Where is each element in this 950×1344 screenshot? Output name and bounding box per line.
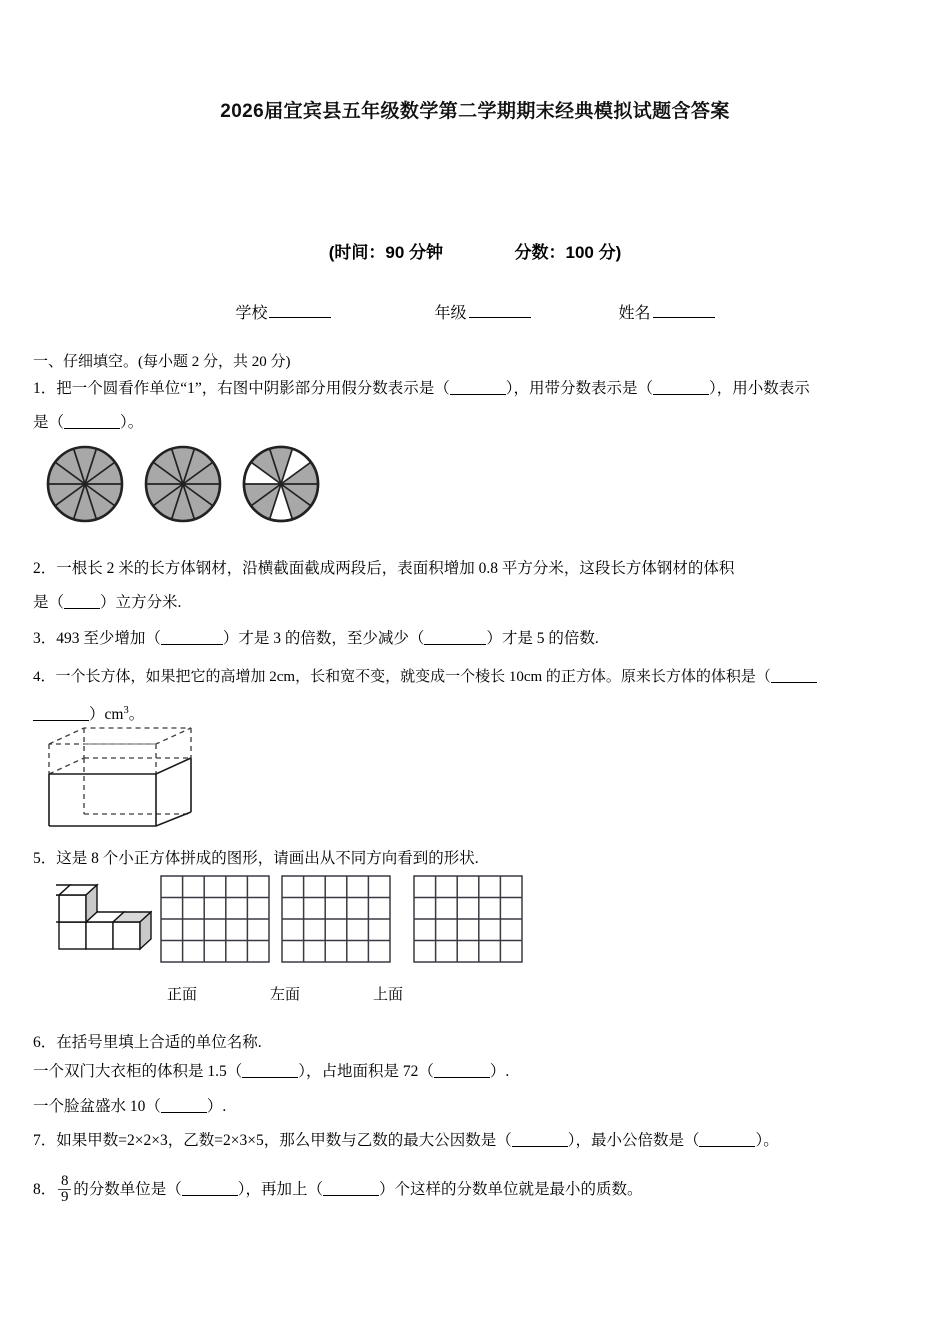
- q4-blank-1-cont[interactable]: [33, 707, 89, 721]
- figure-grid-left: [281, 875, 393, 965]
- question-8-text-b: ），再加上（: [237, 1181, 324, 1198]
- question-5-number: 5．: [33, 850, 57, 867]
- q4-blank-1[interactable]: [771, 669, 817, 683]
- question-3-text-c: ）才是 5 的倍数.: [486, 630, 599, 647]
- figure-cubes: [56, 876, 152, 960]
- question-4-text-c: 。: [128, 706, 145, 724]
- figure-circles: [44, 443, 344, 525]
- question-4-text-a: 一个长方体，如果把它的高增加 2cm，长和宽不变，就变成一个棱长 10cm 的正方体。原来长方体的体积是（: [55, 669, 771, 685]
- question-3-number: 3．: [33, 630, 57, 647]
- page-title: 2026届宜宾县五年级数学第二学期期末经典模拟试题含答案: [220, 101, 730, 122]
- question-6-line1-a: 一个双门大衣柜的体积是 1.5（: [33, 1063, 243, 1080]
- fraction-numerator: 8: [61, 1172, 69, 1189]
- question-8-number: 8．: [33, 1181, 57, 1198]
- q3-blank-2[interactable]: [424, 631, 486, 645]
- question-2-text-c: ）立方分米.: [100, 594, 182, 611]
- question-6-line1-b: ），占地面积是 72（: [298, 1063, 434, 1080]
- q1-blank-3[interactable]: [64, 415, 120, 429]
- question-1-text-b: ），用带分数表示是（: [505, 380, 654, 397]
- question-1-line2: [33, 406, 917, 440]
- q6-blank-1[interactable]: [242, 1064, 298, 1078]
- section-heading-fill-in-blanks: 一、仔细填空。(每小题 2 分，共 20 分): [33, 354, 291, 370]
- question-6-number: 6．: [33, 1034, 57, 1051]
- q6-blank-2[interactable]: [434, 1064, 490, 1078]
- q7-blank-1[interactable]: [512, 1133, 568, 1147]
- question-6-line1-c: ）.: [489, 1063, 510, 1080]
- question-8-text-a: 的分数单位是（: [73, 1181, 182, 1198]
- question-4: [33, 660, 917, 694]
- circle-1: [48, 447, 122, 521]
- view-label-left: 左面: [270, 987, 301, 1003]
- circle-2: [146, 447, 220, 521]
- question-7: [33, 1124, 917, 1158]
- grade-field: [434, 300, 530, 323]
- question-6-text: 在括号里填上合适的单位名称.: [56, 1034, 262, 1051]
- school-blank[interactable]: [269, 303, 331, 318]
- school-field: [235, 300, 331, 323]
- fraction-denominator: 9: [61, 1189, 69, 1205]
- question-1-number: 1．: [33, 380, 57, 397]
- circle-3: [244, 447, 318, 521]
- school-label: 学校: [235, 305, 268, 322]
- question-2: [33, 552, 917, 586]
- student-fields: [0, 300, 950, 323]
- question-7-text-b: ），最小公倍数是（: [567, 1132, 700, 1149]
- question-6-line2-b: ）.: [206, 1098, 227, 1115]
- question-6-line1: [33, 1055, 917, 1089]
- q8-blank-2[interactable]: [323, 1182, 379, 1196]
- question-3-text-a: 493 至少增加（: [56, 630, 161, 647]
- view-label-top: 上面: [373, 987, 404, 1003]
- exam-time-label: (时间：90 分钟: [328, 243, 444, 262]
- question-7-text-a: 如果甲数=2×2×3，乙数=2×3×5，那么甲数与乙数的最大公因数是（: [56, 1132, 512, 1149]
- view-label-front: 正面: [167, 987, 198, 1003]
- question-3: [33, 622, 917, 656]
- question-6-line2-a: 一个脸盆盛水 10（: [33, 1098, 161, 1115]
- question-7-number: 7．: [33, 1132, 57, 1149]
- name-field: [619, 300, 715, 323]
- question-6-line2: [33, 1090, 917, 1124]
- question-5-text: 这是 8 个小正方体拼成的图形，请画出从不同方向看到的形状.: [56, 850, 479, 867]
- question-2-line2: [33, 586, 917, 620]
- question-2-number: 2．: [33, 560, 57, 577]
- name-blank[interactable]: [653, 303, 715, 318]
- figure-grid-top: [413, 875, 525, 965]
- question-1-text-c: ），用小数表示: [709, 380, 810, 397]
- question-8-fraction: [58, 1174, 71, 1206]
- q6-blank-3[interactable]: [161, 1099, 207, 1113]
- exam-score-label: 分数：100 分): [514, 243, 622, 262]
- q1-blank-1[interactable]: [450, 381, 506, 395]
- question-1: [33, 372, 917, 406]
- grade-blank[interactable]: [469, 303, 531, 318]
- question-4-number: 4．: [33, 669, 56, 685]
- question-1-text-e: ）。: [120, 414, 144, 431]
- question-3-text-b: ）才是 3 的倍数，至少减少（: [222, 630, 425, 647]
- question-8: [33, 1173, 917, 1207]
- q3-blank-1[interactable]: [161, 631, 223, 645]
- question-2-text-a: 一根长 2 米的长方体钢材，沿横截面截成两段后，表面积增加 0.8 平方分米，这段长方体钢材的体积: [56, 560, 735, 577]
- q7-blank-2[interactable]: [699, 1133, 755, 1147]
- exam-meta: [0, 238, 950, 263]
- question-4-superscript: 3: [123, 705, 129, 716]
- name-label: 姓名: [618, 305, 651, 322]
- question-5: [33, 842, 917, 876]
- question-1-text-d: 是（: [33, 414, 65, 431]
- question-1-text-a: 把一个圆看作单位“1”，右图中阴影部分用假分数表示是（: [56, 380, 450, 397]
- question-7-text-c: ）。: [755, 1132, 779, 1149]
- figure-grid-front: [160, 875, 272, 965]
- question-4-text-b: ）cm: [89, 706, 124, 724]
- figure-cuboid: [44, 726, 196, 830]
- q8-blank-1[interactable]: [182, 1182, 238, 1196]
- question-8-text-c: ）个这样的分数单位就是最小的质数。: [379, 1181, 643, 1198]
- grade-label: 年级: [434, 305, 467, 322]
- q2-blank-1[interactable]: [64, 595, 100, 609]
- question-2-text-b: 是（: [33, 594, 65, 611]
- q1-blank-2[interactable]: [653, 381, 709, 395]
